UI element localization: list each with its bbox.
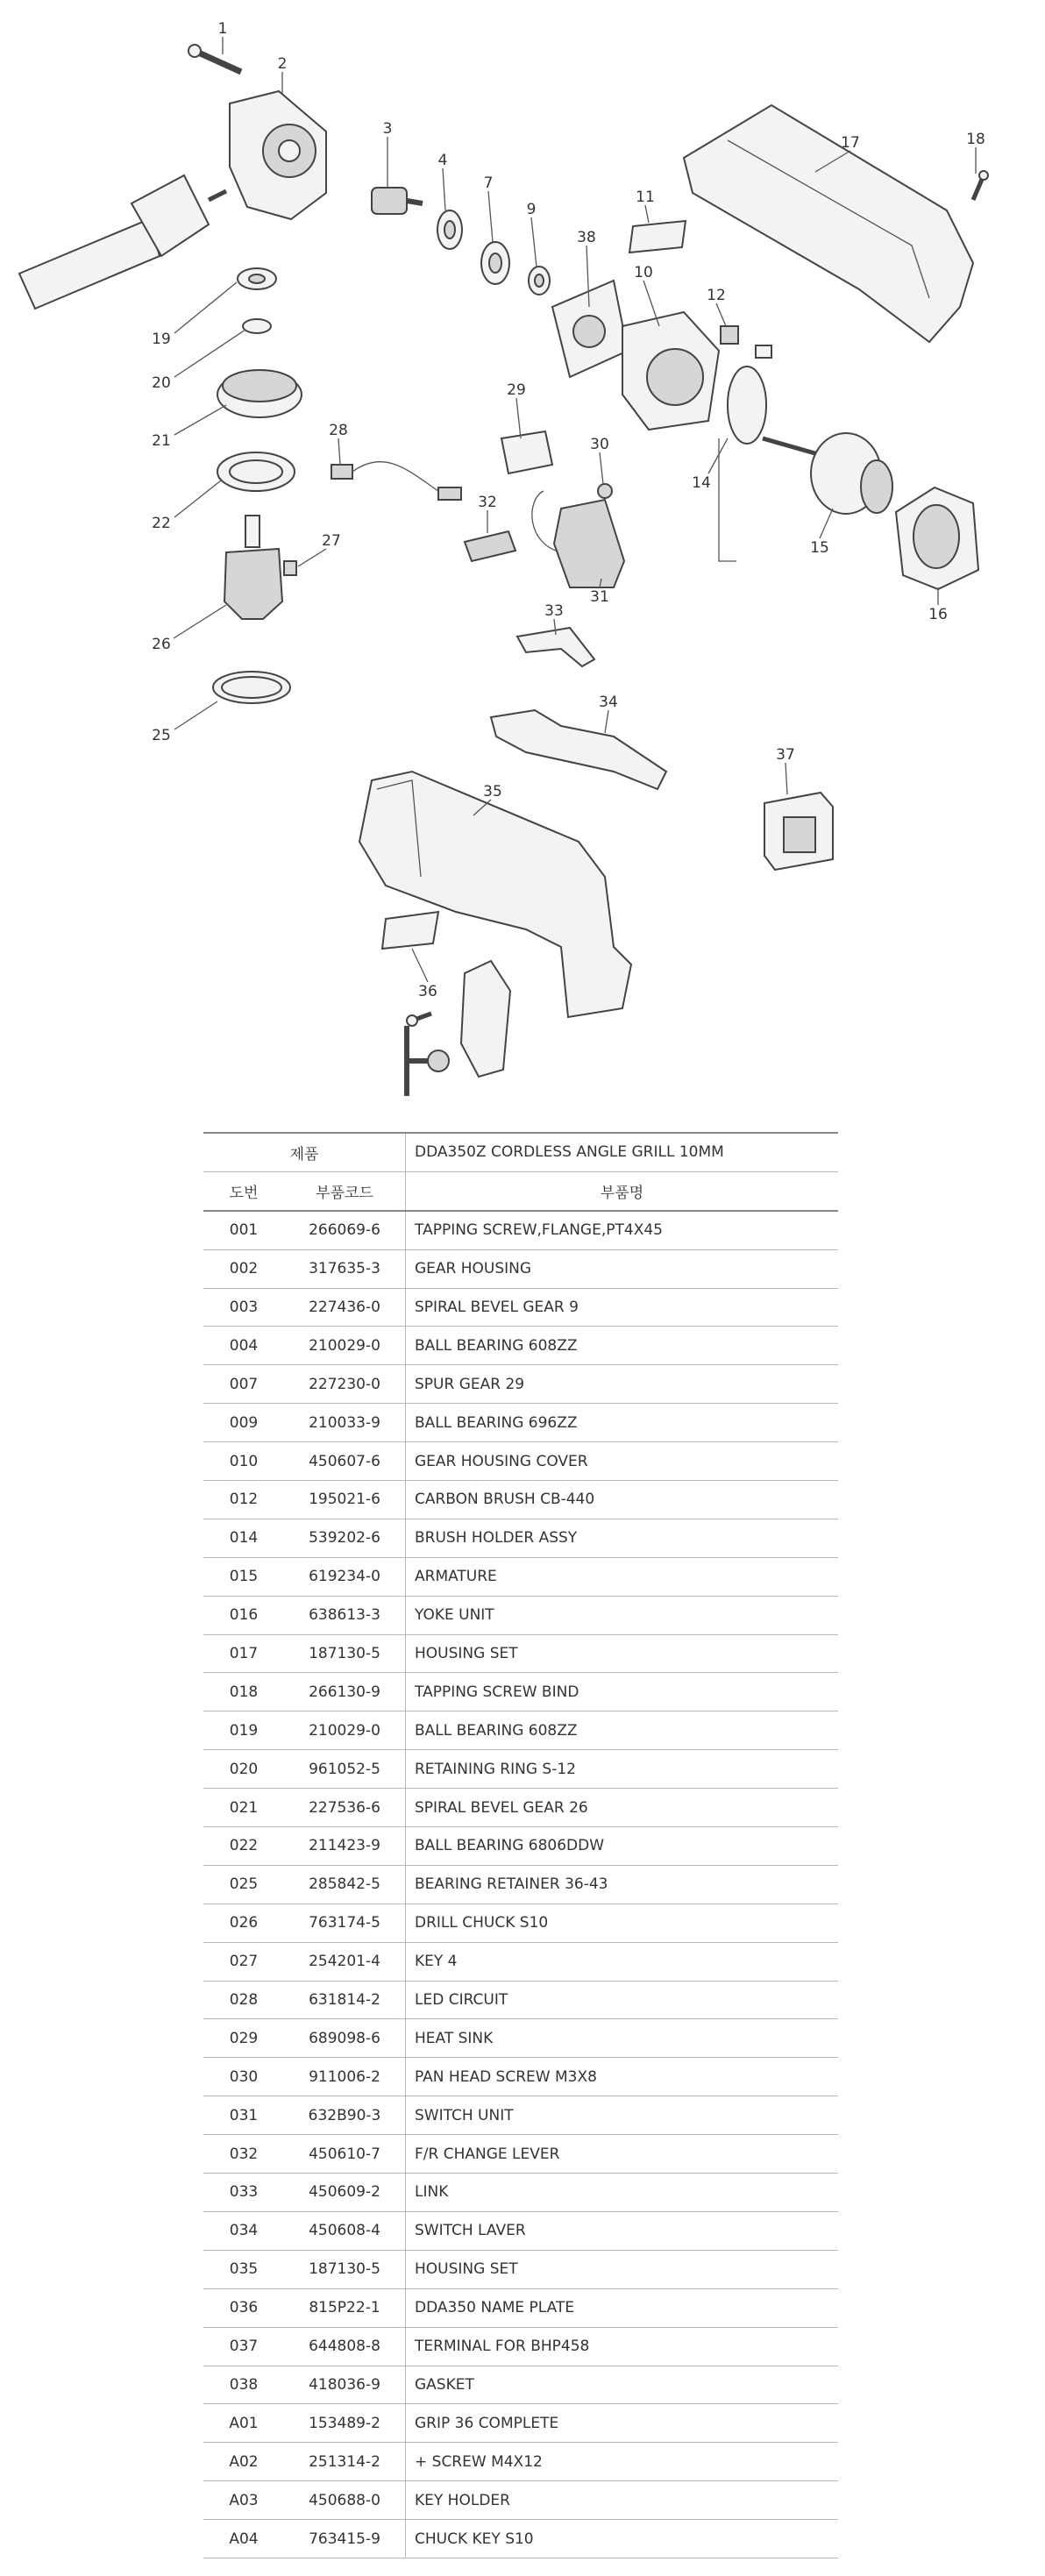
table-row [203, 1596, 838, 1634]
part-021-spiral-bevel-gear [217, 370, 302, 417]
table-row [203, 1519, 838, 1557]
label-15: 15 [810, 539, 829, 557]
part-name: F/R CHANGE LEVER [406, 2135, 839, 2174]
part-no: 009 [203, 1404, 284, 1442]
part-017-housing [684, 105, 973, 342]
part-no: A01 [203, 2404, 284, 2443]
part-034-switch-laver [491, 710, 666, 789]
label-14: 14 [692, 474, 711, 492]
part-name: RETAINING RING S-12 [406, 1750, 839, 1789]
table-row [203, 1327, 838, 1365]
part-code: 317635-3 [284, 1249, 406, 1288]
part-no: A04 [203, 2520, 284, 2558]
label-26: 26 [152, 636, 171, 653]
part-name: TAPPING SCREW BIND [406, 1673, 839, 1711]
label-35: 35 [483, 783, 502, 801]
part-code: 153489-2 [284, 2404, 406, 2443]
label-7: 7 [483, 174, 494, 192]
part-A04-chuck-key [407, 1026, 449, 1096]
part-code: 187130-5 [284, 1634, 406, 1673]
part-010-gear-housing-cover [622, 312, 719, 430]
part-016-yoke-unit [896, 487, 978, 589]
part-no: 032 [203, 2135, 284, 2174]
part-code: 187130-5 [284, 2250, 406, 2288]
table-row [203, 2366, 838, 2404]
part-029-heat-sink [501, 431, 552, 473]
exploded-parts-diagram [0, 0, 1045, 1122]
part-name: BALL BEARING 696ZZ [406, 1404, 839, 1442]
table-row [203, 2211, 838, 2250]
part-code: 195021-6 [284, 1481, 406, 1519]
part-code: 911006-2 [284, 2058, 406, 2096]
part-no: 028 [203, 1981, 284, 2019]
part-code: 210029-0 [284, 1327, 406, 1365]
parts-body [203, 1211, 838, 2558]
header-name: 부품명 [406, 1171, 839, 1210]
label-3: 3 [382, 120, 393, 138]
part-name: TERMINAL FOR BHP458 [406, 2327, 839, 2366]
part-name: PAN HEAD SCREW M3X8 [406, 2058, 839, 2096]
part-name: BALL BEARING 608ZZ [406, 1711, 839, 1750]
label-28: 28 [329, 422, 348, 439]
part-no: 029 [203, 2019, 284, 2058]
label-20: 20 [152, 374, 171, 392]
part-no: 012 [203, 1481, 284, 1519]
part-name: BALL BEARING 6806DDW [406, 1827, 839, 1866]
table-row [203, 1211, 838, 1249]
part-025-bearing-retainer [213, 672, 290, 703]
table-row [203, 1942, 838, 1981]
part-018-tapping-screw [973, 171, 988, 200]
table-row [203, 1288, 838, 1327]
part-A01-grip [19, 175, 226, 309]
label-18: 18 [966, 131, 985, 148]
table-row [203, 1365, 838, 1404]
label-36: 36 [418, 983, 437, 1000]
table-row [203, 1404, 838, 1442]
part-name: SWITCH LAVER [406, 2211, 839, 2250]
label-9: 9 [526, 201, 537, 218]
table-row [203, 1711, 838, 1750]
part-012-carbon-brush [721, 326, 771, 358]
table-row [203, 2327, 838, 2366]
label-17: 17 [841, 134, 860, 152]
table-row [203, 1249, 838, 1288]
part-name: HEAT SINK [406, 2019, 839, 2058]
part-004-ball-bearing [437, 210, 462, 249]
part-no: 021 [203, 1789, 284, 1827]
part-no: 025 [203, 1865, 284, 1904]
part-no: 004 [203, 1327, 284, 1365]
part-no: 007 [203, 1365, 284, 1404]
part-code: 254201-4 [284, 1942, 406, 1981]
part-code: 450610-7 [284, 2135, 406, 2174]
part-name: BRUSH HOLDER ASSY [406, 1519, 839, 1557]
part-code: 961052-5 [284, 1750, 406, 1789]
table-row [203, 1481, 838, 1519]
part-no: 026 [203, 1904, 284, 1942]
part-code: 632B90-3 [284, 2096, 406, 2135]
part-name: ARMATURE [406, 1557, 839, 1596]
part-name: LED CIRCUIT [406, 1981, 839, 2019]
part-name: GEAR HOUSING [406, 1249, 839, 1288]
part-009-ball-bearing [529, 267, 550, 295]
label-31: 31 [590, 588, 609, 606]
label-29: 29 [507, 381, 526, 399]
label-10: 10 [634, 264, 653, 281]
product-row [203, 1133, 838, 1171]
label-33: 33 [544, 602, 564, 620]
part-no: 037 [203, 2327, 284, 2366]
label-4: 4 [437, 152, 448, 169]
label-38: 38 [577, 229, 596, 246]
part-name: + SCREW M4X12 [406, 2443, 839, 2481]
header-no: 도번 [203, 1171, 284, 1210]
part-name: HOUSING SET [406, 1634, 839, 1673]
part-no: A03 [203, 2481, 284, 2520]
parts-list-table [203, 1132, 838, 2558]
part-code: 227436-0 [284, 1288, 406, 1327]
part-no: 035 [203, 2250, 284, 2288]
label-2: 2 [277, 55, 288, 73]
table-row [203, 2404, 838, 2443]
table-row [203, 2288, 838, 2327]
part-no: 034 [203, 2211, 284, 2250]
part-038-gasket [552, 281, 628, 377]
part-code: 644808-8 [284, 2327, 406, 2366]
part-019-ball-bearing [238, 268, 276, 289]
part-no: 001 [203, 1211, 284, 1249]
part-no: 010 [203, 1442, 284, 1481]
part-014-brush-holder-assy [719, 366, 766, 561]
label-19: 19 [152, 331, 171, 348]
label-27: 27 [322, 532, 341, 550]
part-no: 033 [203, 2174, 284, 2212]
table-row [203, 2520, 838, 2558]
part-name: SPUR GEAR 29 [406, 1365, 839, 1404]
part-002-gear-housing [230, 91, 326, 219]
header-row [203, 1171, 838, 1210]
part-no: 016 [203, 1596, 284, 1634]
table-row [203, 2481, 838, 2520]
part-no: 027 [203, 1942, 284, 1981]
label-11: 11 [636, 189, 655, 206]
part-code: 450609-2 [284, 2174, 406, 2212]
part-001-tapping-screw [188, 45, 241, 72]
part-no: 017 [203, 1634, 284, 1673]
product-label: 제품 [203, 1133, 406, 1171]
part-028-led-circuit [331, 462, 461, 500]
label-34: 34 [599, 694, 618, 711]
table-row [203, 2174, 838, 2212]
part-code: 266130-9 [284, 1673, 406, 1711]
table-row [203, 2096, 838, 2135]
part-name: TAPPING SCREW,FLANGE,PT4X45 [406, 1211, 839, 1249]
part-036-name-plate [382, 912, 438, 949]
part-007-spur-gear [481, 242, 509, 284]
part-code: 418036-9 [284, 2366, 406, 2404]
part-name: SWITCH UNIT [406, 2096, 839, 2135]
table-row [203, 1634, 838, 1673]
part-020-retaining-ring [243, 319, 271, 333]
table-row [203, 1673, 838, 1711]
part-name: DRILL CHUCK S10 [406, 1904, 839, 1942]
table-row [203, 1981, 838, 2019]
part-code: 211423-9 [284, 1827, 406, 1866]
header-code: 부품코드 [284, 1171, 406, 1210]
product-name: DDA350Z CORDLESS ANGLE GRILL 10MM [406, 1133, 839, 1171]
part-code: 638613-3 [284, 1596, 406, 1634]
part-027-key [284, 561, 296, 575]
table-row [203, 1827, 838, 1866]
part-015-armature [763, 433, 892, 514]
part-code: 285842-5 [284, 1865, 406, 1904]
table-row [203, 2058, 838, 2096]
part-code: 631814-2 [284, 1981, 406, 2019]
part-code: 210029-0 [284, 1711, 406, 1750]
part-no: 022 [203, 1827, 284, 1866]
part-no: 038 [203, 2366, 284, 2404]
label-30: 30 [590, 436, 609, 453]
label-1: 1 [217, 20, 228, 38]
table-row [203, 1865, 838, 1904]
part-name: LINK [406, 2174, 839, 2212]
part-code: 251314-2 [284, 2443, 406, 2481]
part-code: 539202-6 [284, 1519, 406, 1557]
part-code: 815P22-1 [284, 2288, 406, 2327]
part-code: 763415-9 [284, 2520, 406, 2558]
part-003-spiral-bevel-gear [372, 188, 423, 214]
part-no: 018 [203, 1673, 284, 1711]
part-name: SPIRAL BEVEL GEAR 26 [406, 1789, 839, 1827]
part-name: BEARING RETAINER 36-43 [406, 1865, 839, 1904]
part-code: 619234-0 [284, 1557, 406, 1596]
part-030-pan-head-screw [598, 484, 612, 498]
part-no: 003 [203, 1288, 284, 1327]
part-name: CHUCK KEY S10 [406, 2520, 839, 2558]
part-011-label [629, 221, 686, 253]
part-name: HOUSING SET [406, 2250, 839, 2288]
part-no: A02 [203, 2443, 284, 2481]
part-032-fr-change-lever [465, 531, 515, 561]
label-37: 37 [776, 746, 795, 764]
part-name: KEY 4 [406, 1942, 839, 1981]
part-A03-key-holder [461, 961, 510, 1077]
part-022-ball-bearing [217, 452, 295, 491]
part-name: GASKET [406, 2366, 839, 2404]
table-row [203, 2443, 838, 2481]
part-code: 450688-0 [284, 2481, 406, 2520]
table-row [203, 2250, 838, 2288]
table-row [203, 1904, 838, 1942]
table-row [203, 1750, 838, 1789]
table-row [203, 1442, 838, 1481]
part-no: 014 [203, 1519, 284, 1557]
part-name: BALL BEARING 608ZZ [406, 1327, 839, 1365]
part-no: 020 [203, 1750, 284, 1789]
part-name: SPIRAL BEVEL GEAR 9 [406, 1288, 839, 1327]
part-name: DDA350 NAME PLATE [406, 2288, 839, 2327]
part-code: 227536-6 [284, 1789, 406, 1827]
label-22: 22 [152, 515, 171, 532]
label-32: 32 [478, 494, 497, 511]
part-no: 002 [203, 1249, 284, 1288]
label-21: 21 [152, 432, 171, 450]
part-no: 019 [203, 1711, 284, 1750]
label-12: 12 [707, 287, 726, 304]
part-A02-screw [407, 1014, 431, 1026]
table-row [203, 1557, 838, 1596]
part-name: KEY HOLDER [406, 2481, 839, 2520]
table-row [203, 2135, 838, 2174]
part-name: YOKE UNIT [406, 1596, 839, 1634]
part-no: 030 [203, 2058, 284, 2096]
label-16: 16 [928, 606, 948, 623]
label-25: 25 [152, 727, 171, 744]
table-row [203, 2019, 838, 2058]
part-no: 031 [203, 2096, 284, 2135]
part-code: 450607-6 [284, 1442, 406, 1481]
part-code: 266069-6 [284, 1211, 406, 1249]
part-no: 015 [203, 1557, 284, 1596]
part-code: 450608-4 [284, 2211, 406, 2250]
part-name: GRIP 36 COMPLETE [406, 2404, 839, 2443]
part-name: GEAR HOUSING COVER [406, 1442, 839, 1481]
part-037-terminal [764, 793, 833, 870]
part-code: 763174-5 [284, 1904, 406, 1942]
part-031-switch-unit [532, 491, 624, 587]
part-no: 036 [203, 2288, 284, 2327]
part-code: 227230-0 [284, 1365, 406, 1404]
table-row [203, 1789, 838, 1827]
part-code: 210033-9 [284, 1404, 406, 1442]
part-name: CARBON BRUSH CB-440 [406, 1481, 839, 1519]
part-026-drill-chuck [224, 516, 282, 619]
part-code: 689098-6 [284, 2019, 406, 2058]
